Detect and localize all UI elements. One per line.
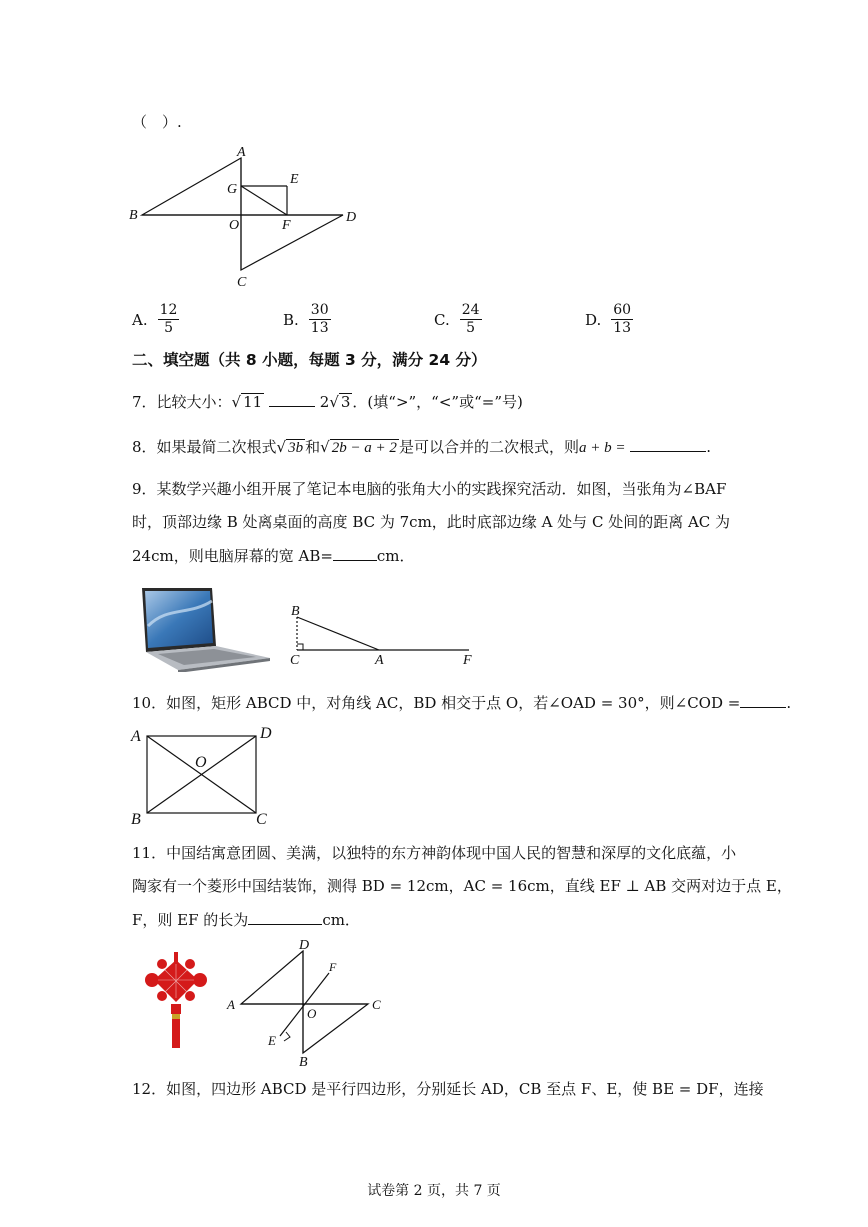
q7-answer-blank[interactable] (269, 392, 315, 407)
screen-ab (297, 617, 379, 650)
question-9-line-3: 24cm，则电脑屏幕的宽 AB= cm． (132, 547, 415, 565)
question-9-line-2: 时，顶部边缘 B 处离桌面的高度 BC 为 7cm，此时底部边缘 A 处与 C 处间的距离 AC 为 (132, 513, 731, 531)
rhombus-abcd (241, 951, 368, 1053)
q6-option-d[interactable]: D. $\frac{60}{13}$ (585, 302, 632, 336)
label-f: F (329, 960, 337, 974)
q10-answer-blank[interactable] (740, 693, 786, 708)
q8-answer-blank[interactable] (630, 437, 706, 452)
label-a: A (131, 728, 141, 745)
label-b: B (299, 1055, 308, 1070)
q6-option-c[interactable]: C. $\frac{24}{5}$ (434, 302, 480, 336)
segment-gf (241, 186, 287, 215)
laptop-photo (138, 586, 274, 672)
right-angle-mark (284, 1032, 290, 1041)
question-12: 12．如图，四边形 ABCD 是平行四边形，分别延长 AD，CB 至点 F、E，使 BE = DF，连接 (132, 1080, 764, 1098)
question-11-line-3: F，则 EF 的长为 cm． (132, 911, 360, 929)
label-d: D (260, 725, 272, 742)
label-b: B (131, 811, 141, 828)
label-o: O (229, 218, 240, 233)
label-o: O (195, 754, 207, 771)
label-d: D (299, 938, 310, 953)
label-c: C (290, 653, 300, 668)
q11-answer-blank[interactable] (248, 910, 322, 925)
q9-triangle-figure (283, 600, 483, 670)
question-11-line-2: 陶家有一个菱形中国结装饰，测得 BD = 12cm，AC = 16cm，直线 EF ⊥ AB 交两对边于点 E， (132, 877, 792, 895)
label-c: C (372, 997, 381, 1012)
q6-option-b[interactable]: B. $\frac{30}{13}$ (283, 302, 329, 336)
label-b: B (129, 208, 138, 223)
label-d: D (346, 210, 357, 225)
question-9-line-1: 9．某数学兴趣小组开展了笔记本电脑的张角大小的实践探究活动．如图，当张角为∠BAF (132, 480, 727, 498)
page-footer: 试卷第 2 页，共 7 页 (367, 1183, 501, 1199)
label-a: A (237, 145, 246, 160)
label-a: A (227, 997, 235, 1012)
label-g: G (227, 182, 238, 197)
question-7: 7．比较大小：√ 11 2√ 3 ．(填“>”，“<”或“=”号) (132, 393, 523, 411)
label-f: F (463, 653, 472, 668)
label-c: C (256, 811, 267, 828)
label-f: F (282, 218, 291, 233)
q6-rhombus-figure (125, 145, 365, 290)
q11-rhombus-figure (225, 934, 395, 1070)
section-heading: 二、填空题（共 8 小题，每题 3 分，满分 24 分） (132, 351, 487, 369)
label-a: A (375, 653, 384, 668)
question-11-line-1: 11．中国结寓意团圆、美满，以独特的东方神韵体现中国人民的智慧和深厚的文化底蕴，小 (132, 844, 737, 862)
right-angle-mark (297, 644, 303, 650)
chinese-knot-photo (138, 950, 218, 1052)
label-b: B (291, 604, 300, 619)
question-10: 10．如图，矩形 ABCD 中，对角线 AC，BD 相交于点 O，若∠OAD = 30°，则∠COD = . (132, 694, 792, 712)
label-c: C (237, 275, 247, 290)
question-8: 8．如果最简二次根式√ 3b 和√ 2b − a + 2 是可以合并的二次根式，则a + b = . (132, 438, 712, 456)
q6-option-a[interactable]: A. $\frac{12}{5}$ (132, 302, 178, 336)
rhombus-outline (142, 158, 343, 270)
q10-rectangle-figure (125, 722, 285, 830)
label-e: E (268, 1033, 276, 1048)
q9-answer-blank[interactable] (333, 546, 377, 561)
q6-tail: （ ）. (132, 113, 182, 131)
label-o: O (307, 1006, 317, 1021)
label-e: E (290, 172, 299, 187)
